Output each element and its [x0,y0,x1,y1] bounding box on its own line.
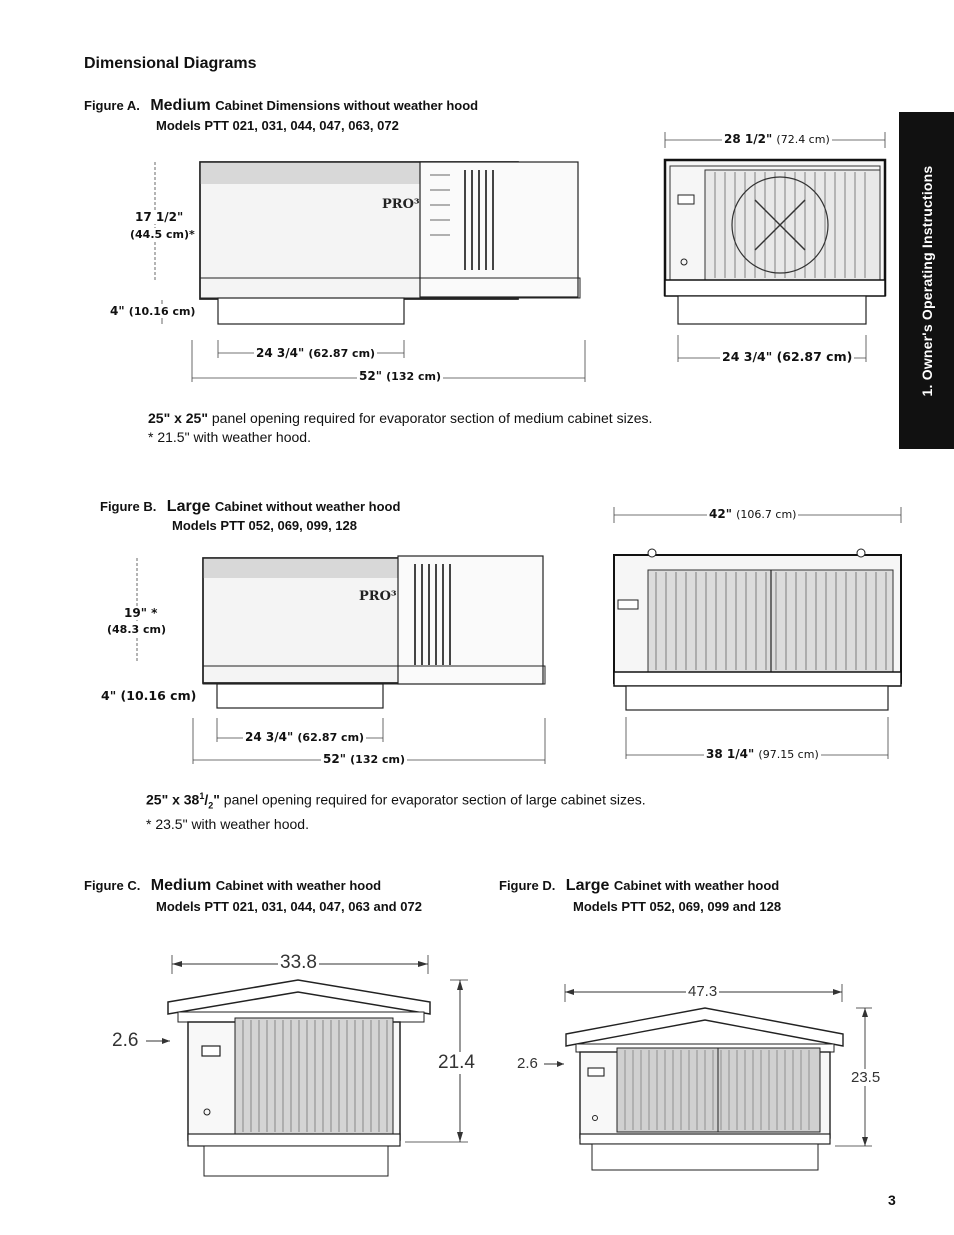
figure-a-front-evap: 24 3/4" (62.87 cm) [722,349,853,364]
figure-b-height-cm: (48.3 cm) [107,623,167,636]
figure-d-width: 47.3 [688,983,718,1000]
page-number: 3 [888,1192,896,1208]
figure-b-front-width: 42" (106.7 cm) [709,507,797,521]
figure-c-models: Models PTT 021, 031, 044, 047, 063 and 072 [156,899,422,914]
figure-a-base: 4" (10.16 cm) [110,304,196,318]
figure-a-height: 17 1/2" [135,210,184,224]
figure-d-caption: Figure D. Large Cabinet with weather hood [499,877,780,894]
figure-a-note: 25" x 25" panel opening required for evaporator section of medium cabinet sizes. * 21.5" with weather hood. [148,410,653,445]
figure-d-models: Models PTT 052, 069, 099 and 128 [573,899,782,914]
figure-b-front-view [606,505,906,770]
figure-c-offset: 2.6 [112,1030,139,1051]
pro3-logo-icon: PRO³ [382,197,420,212]
figure-b-note: 25" x $38^1/_2$" panel opening required for evaporator section of large cabinet sizes. * 23.5" with weather hood. [146,791,646,833]
figure-a-front-view [660,130,900,370]
figure-b-caption: Figure B. Large Cabinet without weather hood [100,498,401,515]
figure-a-front-width: 28 1/2" (72.4 cm) [724,132,830,146]
figure-b-height: 19" * [124,606,158,620]
figure-d-height: 23.5 [851,1069,881,1086]
figure-a-caption: Figure A. Medium Cabinet Dimensions without weather hood [84,97,479,114]
figure-d-offset: 2.6 [517,1055,538,1072]
page-heading: Dimensional Diagrams [84,55,257,72]
figure-a-models: Models PTT 021, 031, 044, 047, 063, 072 [156,118,399,133]
pro3-logo-icon: PRO³ [359,589,397,604]
figure-b-base: 4" (10.16 cm) [101,688,197,703]
figure-c-hood-view [110,950,480,1180]
figure-a-overall-width: 52" (132 cm) [359,369,441,383]
figure-b-overall-width: 52" (132 cm) [323,752,405,766]
figure-c-height: 21.4 [438,1052,475,1073]
figure-d-hood-view [510,980,880,1180]
figure-c-width: 33.8 [280,952,317,973]
figure-c-caption: Figure C. Medium Cabinet with weather hood [84,877,382,894]
figure-b-front-evap: 38 1/4" (97.15 cm) [706,747,819,761]
figure-a-evap-width: 24 3/4" (62.87 cm) [256,346,376,360]
figure-a-height-cm: (44.5 cm)* [130,228,195,241]
figure-b-evap-width: 24 3/4" (62.87 cm) [245,730,365,744]
figure-b-models: Models PTT 052, 069, 099, 128 [172,518,357,533]
section-tab[interactable] [899,112,954,449]
section-tab-label: 1. Owner's Operating Instructions [918,165,935,396]
